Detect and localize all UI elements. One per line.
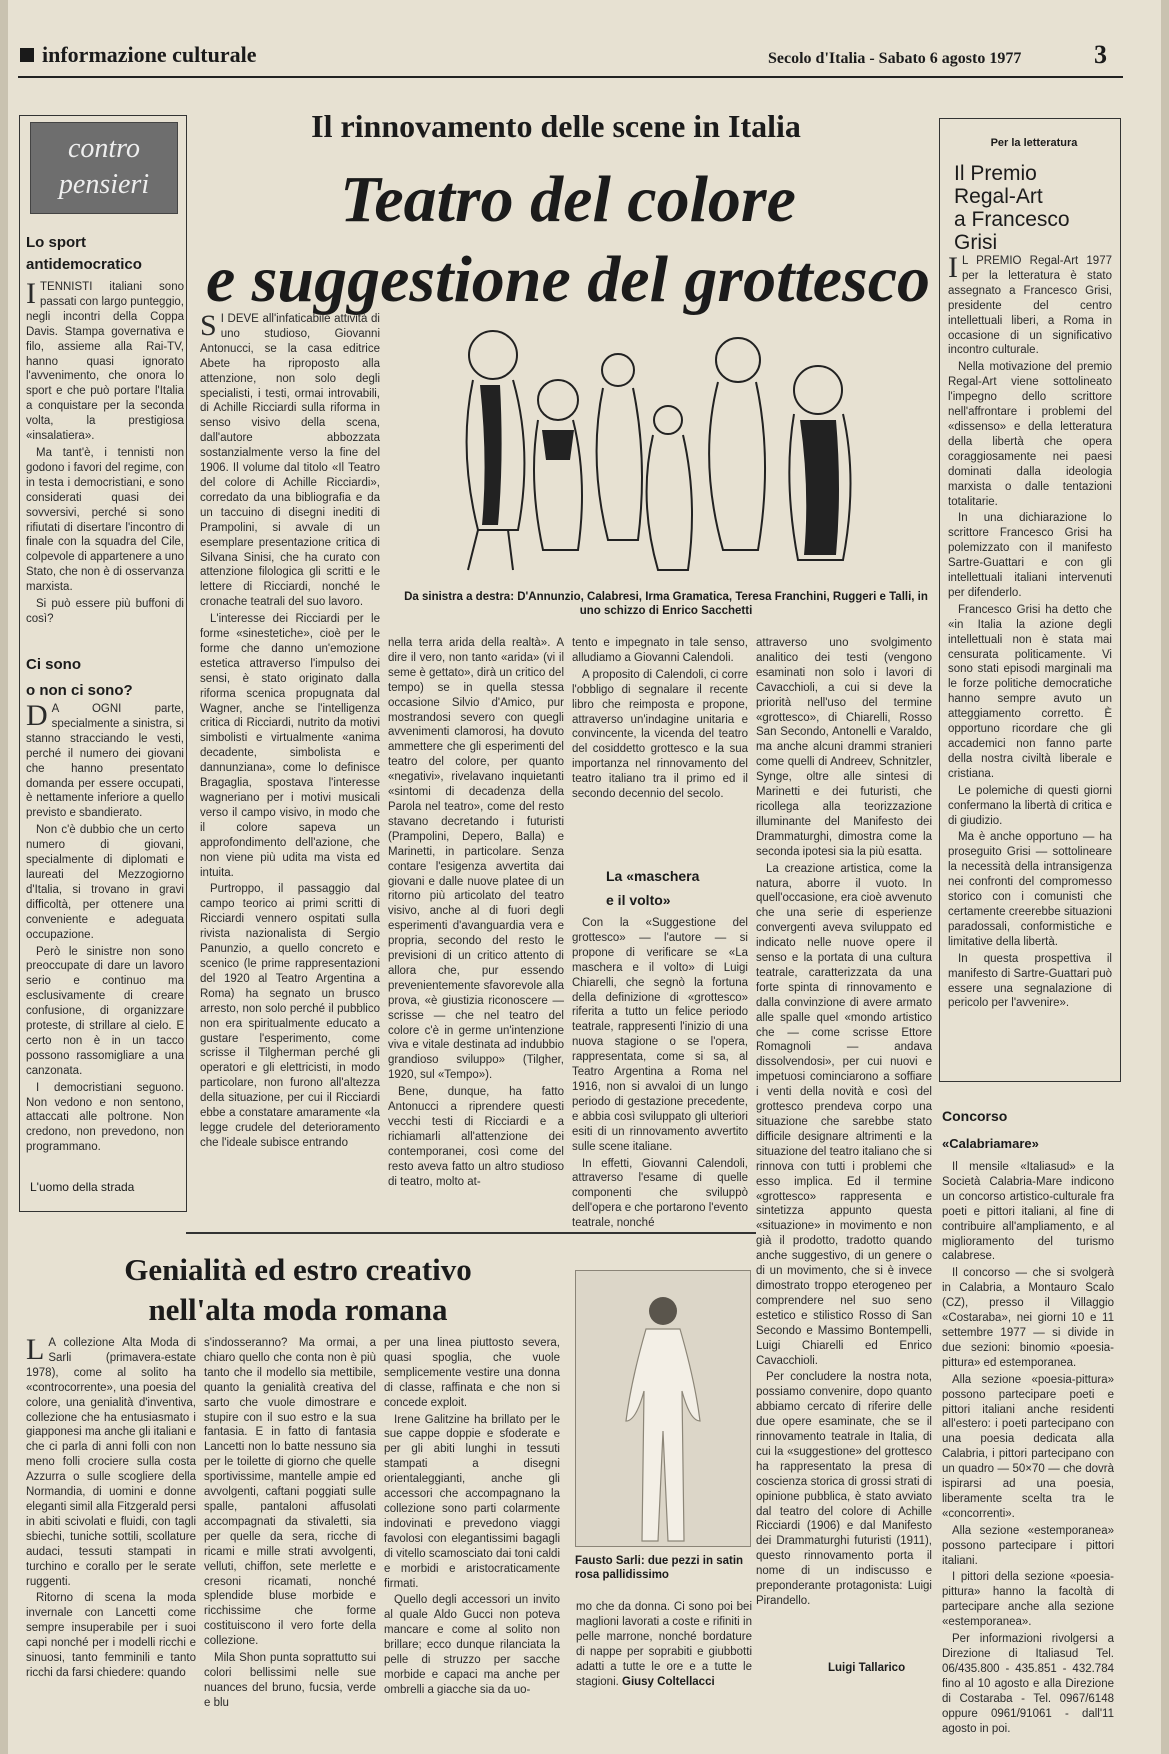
paragraph: Per concludere la nostra nota, possiamo convenire, dopo quanto abbiamo cercato di riferire delle due opere esaminate, che se il rinnovamento teatrale in Italia, di cui la «suggestione» del grottesco ha rappresentato la presa di coscienza storica di grossi strati di opinione pubblica, è stato avviato dal teatro del colore di Achille Ricciardi (1906) e dal Manifesto dei Drammaturghi futuristi (1911), questo rinnovamento porta il nome di un indiscusso e preponderante protagonista: Luigi Pirandello. (756, 1371, 932, 1607)
section-name: informazione culturale (42, 42, 257, 67)
paragraph: Irene Galitzine ha brillato per le sue cappe doppie e sfoderate e per gli abiti lunghi in tessuti stampati a disegni orientaleggianti, anche gli accessori che accompagnano la collezione sono parti colarmente indovinati e prevedono viaggi favolosi con elegantissimi bagagli di vitello scamosciato dai toni caldi e morbidi e aristocraticamente firmati. (384, 1413, 560, 1590)
left-article1-title-line2: antidemocratico (26, 256, 142, 273)
paragraph: Il concorso — che si svolgerà in Calabria, a Montauro Scalo (CZ), presso il Villaggio «Costaraba», nei giorni 10 e 11 settembre 1977 — si divide in due sezioni: binomio «poesia-pittura» ed estemporanea. (942, 1267, 1114, 1369)
left-article1-title-line1: Lo sport (26, 234, 86, 251)
right-label: Per la letteratura (990, 137, 1078, 149)
paragraph: La creazione artistica, come la natura, aborre il vuoto. In quell'occasione, era cioè avvenuto che una serie di esperienze convergenti aveva sviluppato ed indicato nelle nuove opere il senso e la portata di una cultura teatrale, caratterizzata da una forte spinta di rinnovamento e dalla convinzione di avere armato alle spalle quel «mondo artistico che — come scrisse Ettore Romagnoli — andava dissolvendosi», per cui nuovi e impetuosi cominciarono a soffiare i venti della novità e così del grottesco prendeva corpo una situazione che sarebbe stato difficile designare altrimenti e la situazione del teatro italiano che si rinnova con tutti i problemi che esso implica. Ed il termine «grottesco» rappresenta e sintetizza appunto questa «situazione» in movimento e non già il prodotto, tradotto quando anche suggestivo, di un genere o di un movimento, che si è invece dimostrato troppo eterogeneo per comprendere nel suo seno estetico e stilistico Rosso di San Secondo e Massimo Bontempelli, Luigi Chiarelli ed Enrico Cavacchioli. (756, 862, 932, 1367)
paragraph: A OGNI parte, specialmente a sinistra, si stanno stracciando le vesti, perché il numero dei giovani che hanno presentato domanda per essere occupati, è nettamente inferiore a quello previsto e sbandierato. (26, 703, 184, 820)
paragraph: Ma è anche opportuno — ha proseguito Grisi — sottolineare la necessità della intransigenza nei confronti del compromesso storico con i comunisti che certamente creerebbe situazioni paradossali, conformistiche e limitative della libertà. (948, 831, 1112, 948)
paragraph: Il mensile «Italiasud» e la Società Calabria-Mare indicono un concorso artistico-culturale fra poeti e pittori italiani, al fine di contribuire all'ampliamento, e al miglioramento del turismo calabrese. (942, 1161, 1114, 1263)
paragraph: In effetti, Giovanni Calendoli, attraverso l'esame di quelle componenti che sviluppò dell'opera e che portarono l'evento teatrale, nonché (572, 1157, 748, 1230)
left-article1-body (26, 277, 184, 638)
main-col4 (756, 636, 932, 1640)
photo-caption: Fausto Sarli: due pezzi in satin rosa pallidissimo (575, 1555, 744, 1581)
paragraph: A collezione Alta Moda di Sarli (primavera-estate 1978), come al solito ha «controcorrente», una poesia del colore, una genialità d'inventiva, collezione che ha entusiasmato i giapponesi ma anche gli italiani e che ci parla di anni folli con non meno folli crociere sulla costa Azzurra o sulle scogliere della Normandia, di uomini e donne eleganti simil alla Fitzgerald persi in abiti scivolati e fluidi, con tagli sbiechi, tuniche sottili, scollature audaci, tessuti stampati in turchino e corallo per le serate ruggenti. (26, 1337, 196, 1588)
illustration-caption: Da sinistra a destra: D'Annunzio, Calabresi, Irma Gramatica, Teresa Franchini, Ruggeri e Talli, in uno schizzo di Enrico Sacchetti (404, 591, 928, 617)
right-title-line1: Il Premio (954, 162, 1037, 185)
fashion-title-line1: Genialità ed estro creativo (124, 1252, 472, 1287)
main-col3b (572, 916, 748, 1228)
contest-label: Concorso (942, 1108, 1008, 1124)
paragraph: Francesco Grisi ha detto che «in Italia la azione degli intellettuali non è stata mai censurata politicamente. Vi sono stati episodi marginali ma le forze politiche democratiche hanno sempre avuto un atteggiamento corretto. È opportuno ricordare che gli accademici non fanno parte della nostra civiltà liberale e cristiana. (948, 603, 1112, 780)
main-col3-subhead (606, 864, 746, 912)
paragraph: s'indosseranno? Ma ormai, a chiaro quello che conta non è più tanto che il modello sia mettibile, quanto la genialità creativa del sarto che vuole dimostrare e stupire con il suo estro e la sua fantasia. E in fatto di fantasia Lancetti non lo batte nessuno sia per le toilette di giorno che quelle sportivissime, mantelle ampie ed avvolgenti, caftani poggiati sulle spalle, pantaloni affusolati accompagnati da stivaletti, sia per quelle da sera, ricche di ricami e mille strati avvolgenti, velluti, chiffon, sete merlette e cresoni ricamati, nonché splendide bluse morbide e ricchissime che forme costituiscono il vero forte della collezione. (204, 1337, 376, 1648)
paragraph: per una linea piuttosto severa, quasi spoglia, che vuole semplicemente vestire una donna di classe, raffinata e che non si concede exploit. (384, 1337, 560, 1409)
paragraph: Non c'è dubbio che un certo numero di giovani, specialmente di diplomati e laureati del Mezzogiorno d'Italia, si trovano in gravi difficoltà, per ottenere una conveniente e adeguata occupazione. (26, 824, 184, 941)
contest-title: «Calabriamare» (942, 1136, 1039, 1151)
paragraph: L'interesse dei Ricciardi per le forme «sinestetiche», cioè per le forme che danno un'emozione estetica attraverso l'impulso dei sensi, è stato originato dalla riforma scenica propugnata dal Wagner, anche se l'intelligenza critica di Ricciardi, nutrito da motivi simbolisti e virtualmente «anima decadente, simbolista e dannunziana», come lo definisce Bragaglia, spostava l'interesse wagneriano per i motivi musicali verso il campo visivo, in modo che il colore sapeva un approfondimento dell'azione, che non viene più udita ma vista ed intuita. (200, 613, 380, 879)
dropcap: I (948, 251, 958, 284)
main-headline (198, 160, 938, 320)
fashion-title-line2: nell'alta moda romana (148, 1292, 448, 1327)
main-kicker: Il rinnovamento delle scene in Italia (311, 108, 801, 144)
contest-body (942, 1160, 1114, 1744)
paper-info: Secolo d'Italia - Sabato 6 agosto 1977 (768, 50, 1022, 67)
paragraph: Ma tant'è, i tennisti non godono i favori del regime, con in testa i democristiani, e sono considerati quasi dei sovversivi, perché si sono rifiutati di disertare l'incontro di finale con la squadra del Cile, colpevole di appartenere a uno Stato, che non è di osservanza marxista. (26, 446, 184, 594)
header-rule (18, 76, 1123, 78)
headline-line2: e suggestione del grottesco (205, 243, 931, 316)
paragraph: Si può essere più buffoni di così? (26, 598, 184, 625)
paragraph: L PREMIO Regal-Art 1977 per la letteratura è stato assegnato a Francesco Grisi, presidente del centro intellettuali liberi, a Roma in occasione di un significativo incontro culturale. (948, 255, 1112, 357)
section-marker (20, 48, 34, 62)
paragraph: TENNISTI italiani sono passati con largo punteggio, negli incontri della Coppa Davis. Stampa governativa e filo, assieme alla Rai-TV, hanno quasi ignorato l'avvenimento, che onora lo sport e che può portare l'Italia a conquistare per la seconda volta, la prestigiosa «insalatiera». (26, 281, 184, 443)
paragraph: Alla sezione «poesia-pittura» possono partecipare poeti e pittori italiani anche residenti all'estero: i poeti partecipano con una poesia dedicata alla Calabria, i pittori partecipano con un quadro — 50×70 — che dovrà ispirarsi ad una poesia, liberamente scelta tra le «concorrenti». (942, 1373, 1114, 1520)
logo-line-1: contro (67, 133, 141, 164)
left-article2-body (26, 699, 184, 1176)
right-title (954, 162, 1114, 254)
right-article-body (948, 251, 1112, 1072)
main-signature: Luigi Tallarico (828, 1662, 906, 1674)
dropcap: I (26, 277, 36, 310)
paragraph: Nella motivazione del premio Regal-Art viene sottolineato l'impegno dello scrittore nell'affrontare i problemi del «dissenso» e della letteratura della libertà che opera coraggiosamente nei paesi dominati dalla ideologia marxista o dalle tentazioni totalitarie. (948, 361, 1112, 508)
left-article2-title (26, 652, 182, 704)
right-title-line4: Grisi (954, 231, 998, 254)
model-silhouette (576, 1271, 750, 1546)
left-article2-title-line2: o non ci sono? (26, 682, 133, 699)
newspaper-page (8, 0, 1161, 1754)
paragraph: Le polemiche di questi giorni confermano la libertà di critica e di giudizio. (948, 784, 1112, 827)
paragraph: attraverso uno svolgimento analitico dei testi (vengono esaminati non solo i lavori di Cavacchioli, a cui si deve la priorità nell'uso del termine «grottesco», di Chiarelli, Rosso San Secondo, Antonelli e Varaldo, ma anche alcuni drammi stranieri come quelli di Andreev, Schnitzler, Synge, oltre alle sintesi di Marinetti e dei futuristi, che ricollega alla teorizzazione illuminante del Manifesto dei Drammaturghi, dimostra come la seconda ipotesi sia la più esatta. (756, 637, 932, 858)
right-title-line2: Regal-Art (954, 185, 1043, 208)
paragraph: Mila Shon punta soprattutto sui colori bellissimi nelle sue nuances del bruno, fucsia, verde e blu (204, 1652, 376, 1709)
subhead-line1: La «maschera (606, 868, 700, 884)
paragraph: In una dichiarazione lo scrittore Francesco Grisi ha polemizzato con il manifesto Sartre-Guattari e con gli intellettuali italiani intervenuti per difenderlo. (948, 512, 1112, 599)
page-number: 3 (1094, 40, 1107, 69)
paragraph: I democristiani seguono. Non vedono e non sentono, attaccati alle poltrone. Non credono, non prevedono, non programmano. (26, 1081, 184, 1154)
dropcap: D (26, 699, 48, 732)
dropcap: L (26, 1333, 45, 1366)
paragraph: Alla sezione «estemporanea» possono partecipare i pittori italiani. (942, 1524, 1114, 1567)
main-col1 (200, 309, 380, 1228)
logo-line-2: pensieri (58, 169, 150, 200)
left-article1-title (26, 232, 182, 276)
caricature-sketch (438, 300, 898, 580)
paragraph: tento e impegnato in tale senso, alludiamo a Giovanni Calendoli. (572, 637, 748, 664)
paragraph: Purtroppo, il passaggio dal campo teorico ai primi scritti di Ricciardi vennero ospitati sulla rivista nazionalista di Sergio Panunzio, a quello concreto e scenico (le prime rappresentazioni del 1920 al Teatro Argentina a Roma) ha segnato un brusco arresto, non solo perché il pubblico non era spiritualmente educato a gustare l'esperimento, come scrisse il Tilgherman perché gli operatori e gli elettricisti, in modo particolare, non furono all'altezza della situazione, per cui il Ricciardi ebbe a constatare amaramente «la legge crudele del deterioramento che l'ideale subisce entrando (200, 883, 380, 1149)
right-title-line3: a Francesco (954, 208, 1070, 231)
paragraph: Quello degli accessori un invito al quale Aldo Gucci non poteva mancare e come al solito non brillare; ecco dunque rilanciata la pelle di struzzo per sacche morbide e capaci ma anche per ombrelli a giacche sia da uo- (384, 1594, 560, 1696)
paragraph: A proposito di Calendoli, ci corre l'obbligo di segnalare il recente libro che reimposta e propone, attraverso un'indagine unitaria e convincente, la vicenda del teatro del cosiddetto grottesco e la sua importanza nel rinnovamento del teatro italiano tra il primo ed il secondo decennio del secolo. (572, 668, 748, 801)
paragraph: I pittori della sezione «poesia-pittura» hanno la facoltà di partecipare anche alla sezione «estemporanea». (942, 1571, 1114, 1629)
main-col2 (388, 636, 564, 1228)
paragraph: Però le sinistre non sono preoccupate di dare un lavoro serio e continuo ma esclusivamente di creare confusione, di organizzare proteste, di strillare al cielo. E certo non è in un tacco possono rassomigliare a una canzonata. (26, 945, 184, 1077)
paragraph: Per informazioni rivolgersi a Direzione di Italiasud Tel. 06/435.800 - 435.851 - 432.784 fino al 10 agosto e alla Direzione di Costaraba - Tel. 0967/6148 oppure 0961/91061 - dall'11 agosto in poi. (942, 1633, 1114, 1735)
paragraph: Con la «Suggestione del grottesco» — l'autore — si propone di verificare se «La maschera e il volto» di Luigi Chiarelli, che segnò la fortuna della definizione di «grottesco» riferita a tutto un felice periodo teatrale, rappresenti l'inizio di una nuova stagione o se l'opera, rappresentata, come si sa, al Teatro Argentina a Roma nel 1916, non si avvaloi di un lungo periodo di gestazione precedente, e abbia così sviluppato gli ulteriori esiti di un rinnovamento avvertito sulle scene italiane. (572, 917, 748, 1153)
headline-line1: Teatro del colore (340, 163, 796, 236)
dropcap: S (200, 309, 217, 342)
paragraph: In questa prospettiva il manifesto di Sartre-Guattari può essere una segnalazione di pericolo per l'avvenire». (948, 952, 1112, 1010)
fashion-col2 (204, 1336, 376, 1736)
fashion-signature: Giusy Coltellacci (622, 1676, 715, 1688)
paragraph: I DEVE all'infaticabile attività di uno studioso, Giovanni Antonucci, se la casa editrice Abete ha riproposto alla attenzione, non solo degli specialisti, i testi, ormai introvabili, di Achille Ricciardi sulla riforma in senso visivo della scena, dall'autore abbozzata sostanzialmente verso la fine del 1906. Il volume dal titolo «Il Teatro del colore di Achille Ricciardi», corredato da una bibliografia e da un taccuino di disegni inediti di Prampolini, si avvale di un esemplare presentazione critica di Silvana Sinisi, che ha curato con attenzione filologica gli scritti e le lettere di Ricciardi, nonché le cronache teatrali del suo lavoro. (200, 313, 380, 609)
left-article2-title-line1: Ci sono (26, 656, 81, 673)
contro-pensieri-logo (30, 122, 178, 214)
paragraph: Ritorno di scena la moda invernale con Lancetti come sempre insuperabile per i suoi capi nonché per i modelli ricchi e sinuosi, tanto femminili e tanto ricchi da farsi chiedere: quando (26, 1592, 196, 1679)
main-col3 (572, 636, 748, 856)
paragraph: nella terra arida della realtà». A dire il vero, non tanto «arida» (vi il seme è gettato», dirà un critico del tempo) se in quella stessa occasione Silvio d'Amico, pur mostrandosi severo con quegli avvenimenti clamorosi, ha dovuto ammettere che gli esperimenti del teatro del colore, per quanto «negativi», rivelavano inquietanti «sintomi di decadenza della Parola nel teatro», come del resto stavano decretando i futuristi (Prampolini, Depero, Balla) e Marinetti, in particolare. Senza contare l'esigenza avvertita dai giovani e dalle nuove platee di un ritorno più articolato del teatro visivo, anche al di fuori degli esperimenti d'avanguardia vera e propria, secondo del resto le previsioni di un critico attento di allora che, pur essendo prevenientemente sfavorevole alla prova, «è giustizia riconoscere — scrisse — che nel teatro del colore c'è in germe un'intenzione viva e vitale destinata ad indubbio grandioso sviluppo» (Tilgher, 1920, sul «Tempo»). (388, 637, 564, 1082)
paragraph: mo che da donna. Ci sono poi bei maglioni lavorati a coste e rifiniti in pelle marrone, nonché bordature di nappe per soprabiti e giubbotti adatti a tutte le ore e a tutte le stagioni. (576, 1601, 752, 1688)
fashion-col3 (384, 1336, 560, 1736)
left-signature: L'uomo della strada (30, 1180, 135, 1194)
fashion-title (48, 1250, 548, 1330)
paragraph: Bene, dunque, ha fatto Antonucci a riprendere questi vecchi testi di Ricciardi e a richiamarli all'attenzione dei contemporanei, così come del resto aveva fatto un altro studioso di teatro, molto at- (388, 1086, 564, 1188)
subhead-line2: e il volto» (606, 892, 671, 908)
divider-rule (186, 1232, 756, 1234)
fashion-col1 (26, 1333, 196, 1736)
fashion-model-photo (575, 1270, 751, 1547)
